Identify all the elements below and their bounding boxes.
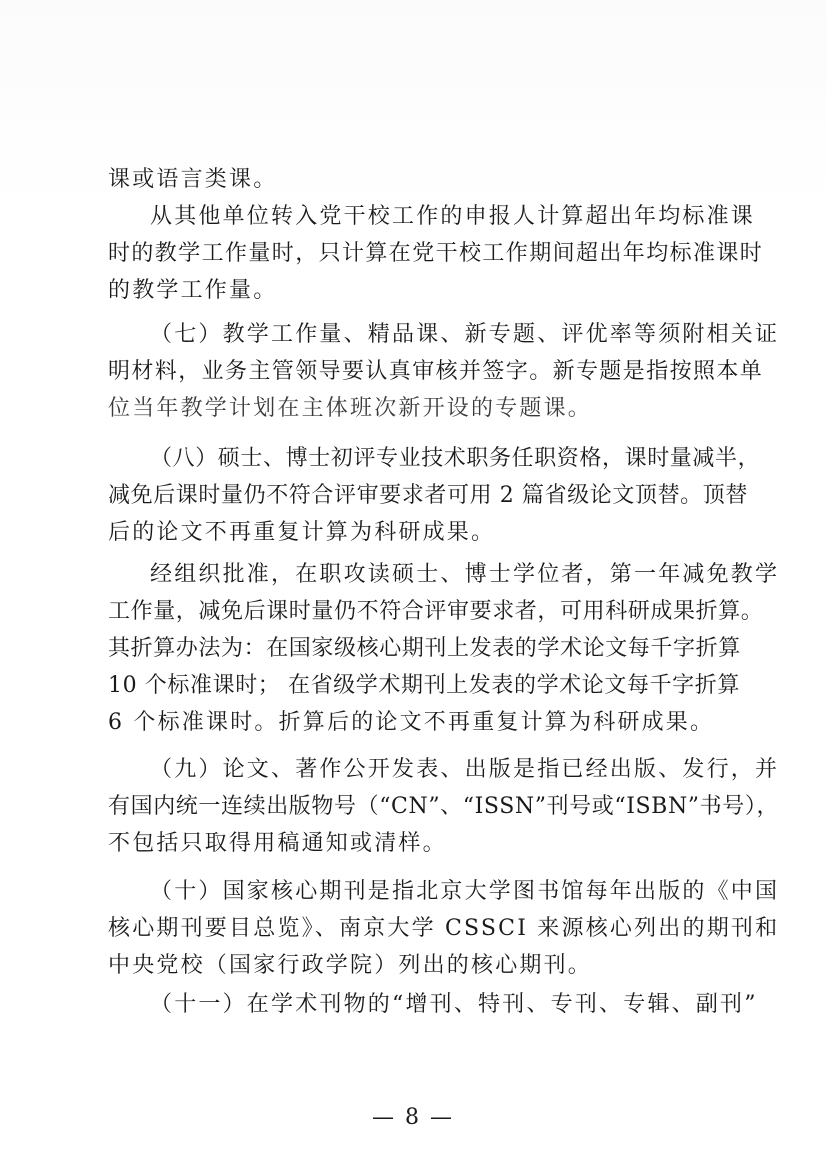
body-text-line: 中央党校（国家行政学院）列出的核心期刊。 <box>108 953 593 978</box>
body-text-line: 从其他单位转入党干校工作的申报人计算超出年均标准课 <box>150 204 756 229</box>
body-text-line: 工作量，减免后课时量仍不符合评审要求者，可用科研成果折算。 <box>108 599 764 624</box>
body-text-line: 6 个标准课时。折算后的论文不再重复计算为科研成果。 <box>108 710 715 735</box>
body-text-line: 不包括只取得用稿通知或清样。 <box>108 831 447 856</box>
body-text-line: 其折算办法为：在国家级核心期刊上发表的学术论文每千字折算 <box>108 636 741 661</box>
body-text-line: 有国内统一连续出版物号（“CN”、“ISSN”刊号或“ISBN”书号）， <box>108 794 780 819</box>
body-text-line: 后的论文不再重复计算为科研成果。 <box>108 520 496 545</box>
body-text-line: 的教学工作量。 <box>108 278 278 303</box>
body-text-line: 明材料，业务主管领导要认真审核并签字。新专题是指按照本单 <box>108 359 764 384</box>
body-text-line: （八）硕士、博士初评专业技术职务任职资格，课时量减半， <box>150 446 761 471</box>
body-text-line: （十）国家核心期刊是指北京大学图书馆每年出版的《中国 <box>150 879 780 904</box>
body-text-line: 课或语言类课。 <box>108 167 278 192</box>
body-text-line: 10 个标准课时； 在省级学术期刊上发表的学术论文每千字折算 <box>108 673 740 698</box>
body-text-line: 减免后课时量仍不符合评审要求者可用 2 篇省级论文顶替。顶替 <box>108 483 748 508</box>
body-text-line: （七）教学工作量、精品课、新专题、评优率等须附相关证 <box>150 322 780 347</box>
body-text-line: 位当年教学计划在主体班次新开设的专题课。 <box>108 396 593 421</box>
body-text-line: （十一）在学术刊物的“增刊、特刊、专刊、专辑、副刊” <box>150 992 758 1017</box>
body-text-line: 经组织批准，在职攻读硕士、博士学位者，第一年减免教学 <box>150 562 780 587</box>
body-text-line: 时的教学工作量时，只计算在党干校工作期间超出年均标准课时 <box>108 241 764 266</box>
page-number: — 8 — <box>372 1105 454 1130</box>
body-text-line: （九）论文、著作公开发表、出版是指已经出版、发行，并 <box>150 757 780 782</box>
body-text-line: 核心期刊要目总览》、南京大学 CSSCI 来源核心列出的期刊和 <box>108 916 780 941</box>
